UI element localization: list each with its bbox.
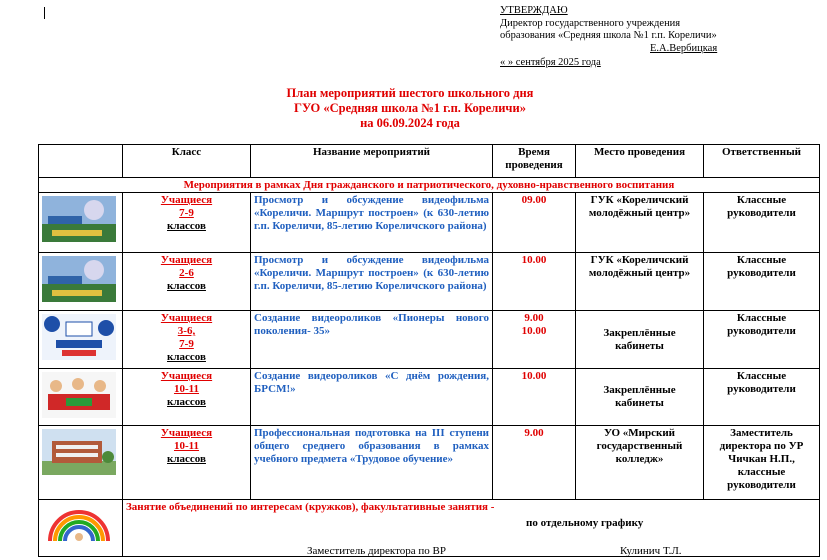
pupils-label: Учащиеся (160, 254, 213, 266)
college-building-image (42, 429, 116, 475)
title-line-1: План мероприятий шестого школьного дня (286, 86, 534, 100)
class-cell (123, 426, 251, 500)
event-time: 10.00 (493, 253, 576, 311)
event-name: Создание видеороликов «С днём рождения, БРСМ!» (251, 369, 493, 426)
approve-position: Директор государственного учреждения (500, 17, 681, 29)
col-header-time: Время проведения (493, 145, 576, 178)
event-responsible: Классные руководители (704, 253, 820, 311)
event-place: Закреплённые кабинеты (576, 311, 704, 369)
page-title (150, 86, 670, 131)
grade-range: 7-9 (179, 207, 194, 219)
classes-label: классов (167, 280, 206, 292)
image-cell (39, 193, 123, 253)
text-cursor (44, 7, 45, 19)
col-header-place: Место проведения (576, 145, 704, 178)
brsm-youth-image (42, 372, 116, 418)
classes-label: классов (167, 396, 206, 408)
pupils-label: Учащиеся (160, 312, 213, 324)
approve-org: образования «Средняя школа №1 г.п. Кореличи» (500, 30, 717, 41)
image-cell (39, 369, 123, 426)
approve-date: « » сентября 2025 года (500, 57, 601, 68)
class-cell (123, 253, 251, 311)
class-cell (123, 193, 251, 253)
time-2: 10.00 (521, 325, 547, 337)
footer-note (123, 500, 820, 557)
grade-range: 3-6, (177, 325, 196, 337)
title-line-3: на 06.09.2024 года (360, 116, 460, 130)
time-1: 9.00 (524, 312, 544, 324)
event-time: 9.00 (493, 426, 576, 500)
table-row (39, 311, 820, 369)
event-responsible: Классные руководители (704, 311, 820, 369)
event-name: Создание видеороликов «Пионеры нового поколения- 35» (251, 311, 493, 369)
event-name: Просмотр и обсуждение видеофильма «Кореличи. Маршрут построен» (к 630-летию г.п. Кореличи, 85-летию Кореличского района) (251, 193, 493, 253)
table-row (39, 426, 820, 500)
pupils-label: Учащиеся (160, 194, 213, 206)
events-table (38, 144, 820, 557)
event-responsible: Заместитель директора по УР Чичкан Н.П., классные руководители (704, 426, 820, 500)
approve-signer: Е.А.Вербицкая (650, 42, 718, 54)
anniversary-85-image (42, 196, 116, 242)
approve-heading: УТВЕРЖДАЮ (500, 5, 568, 16)
image-cell (39, 253, 123, 311)
table-row (39, 369, 820, 426)
class-cell (123, 311, 251, 369)
event-place: УО «Мирский государственный колледж» (576, 426, 704, 500)
classes-label: классов (167, 453, 206, 465)
table-header (39, 145, 820, 178)
col-header (39, 145, 123, 178)
rainbow-kids-image (42, 503, 116, 549)
event-responsible: Классные руководители (704, 369, 820, 426)
pupils-label: Учащиеся (160, 370, 213, 382)
signature-name: Кулинич Т.Л. (620, 545, 682, 557)
event-place: ГУК «Кореличский молодёжный центр» (576, 253, 704, 311)
event-name: Профессиональная подготовка на III ступени общего среднего образования в рамках учебного предмета «Трудовое обучение» (251, 426, 493, 500)
table-row (39, 193, 820, 253)
table-row (39, 253, 820, 311)
grade-range: 10-11 (173, 440, 200, 452)
grade-range: 2-6 (179, 267, 194, 279)
title-line-2: ГУО «Средняя школа №1 г.п. Кореличи» (294, 101, 526, 115)
section-title: Мероприятия в рамках Дня гражданского и патриотического, духовно-нравственного воспитания (39, 178, 820, 193)
event-time: 09.00 (493, 193, 576, 253)
event-time: 10.00 (493, 369, 576, 426)
pupils-label: Учащиеся (160, 427, 213, 439)
grade-range: 10-11 (173, 383, 200, 395)
image-cell (39, 311, 123, 369)
event-time (493, 311, 576, 369)
event-name: Просмотр и обсуждение видеофильма «Кореличи. Маршрут построен» (к 630-летию г.п. Кореличи, 85-летию Кореличского района) (251, 253, 493, 311)
footer-line-1: Занятие объединений по интересам (кружков), факультативные занятия - (126, 501, 495, 513)
event-responsible: Классные руководители (704, 193, 820, 253)
class-cell (123, 369, 251, 426)
event-place: Закреплённые кабинеты (576, 369, 704, 426)
image-cell (39, 500, 123, 557)
col-header-event: Название мероприятий (251, 145, 493, 178)
classes-label: классов (167, 351, 206, 363)
pioneers-image (42, 314, 116, 360)
approval-block (500, 5, 717, 70)
col-header-class: Класс (123, 145, 251, 178)
anniversary-85-image (42, 256, 116, 302)
signature-position: Заместитель директора по ВР (307, 545, 446, 557)
col-header-responsible: Ответственный (704, 145, 820, 178)
grade-range-2: 7-9 (179, 338, 194, 350)
footer-line-2: по отдельному графику (526, 517, 644, 529)
image-cell (39, 426, 123, 500)
section-row (39, 178, 820, 193)
classes-label: классов (167, 220, 206, 232)
event-place: ГУК «Кореличский молодёжный центр» (576, 193, 704, 253)
